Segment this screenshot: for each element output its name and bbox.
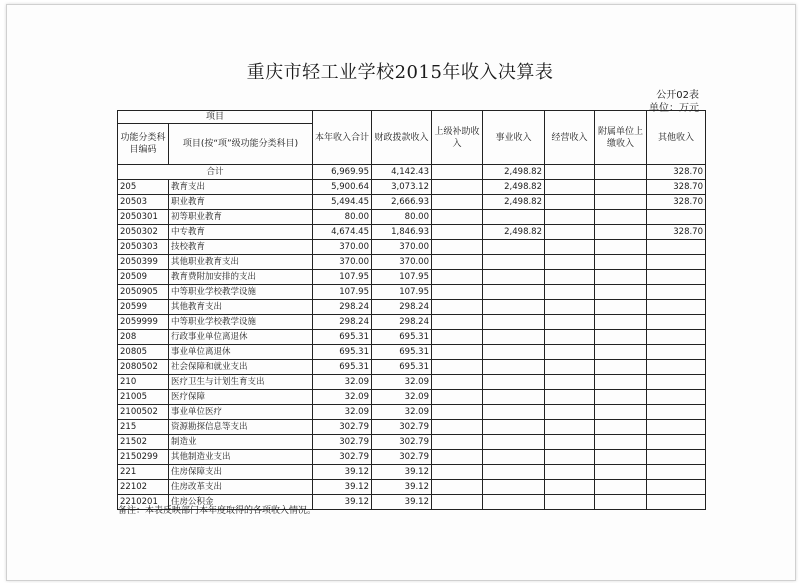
row-fiscal: 302.79 [372, 435, 432, 450]
row-item-name: 中等职业学校教学设施 [169, 315, 313, 330]
row-fiscal: 39.12 [372, 495, 432, 510]
row-other: 328.70 [647, 195, 706, 210]
row-code: 20509 [118, 270, 169, 285]
row-business [483, 375, 545, 390]
row-fiscal: 695.31 [372, 360, 432, 375]
row-operation [545, 405, 595, 420]
row-code: 22102 [118, 480, 169, 495]
row-superior [432, 285, 483, 300]
row-other [647, 300, 706, 315]
row-total: 370.00 [313, 255, 372, 270]
row-other [647, 495, 706, 510]
row-total: 32.09 [313, 375, 372, 390]
table-row [118, 240, 706, 255]
row-business: 2,498.82 [483, 225, 545, 240]
header-item-name: 项目(按“项”级功能分类科目) [169, 124, 313, 165]
row-code: 2100502 [118, 405, 169, 420]
table-row [118, 420, 706, 435]
row-item-name: 中等职业学校教学设施 [169, 285, 313, 300]
table-row [118, 480, 706, 495]
row-affiliated [595, 270, 647, 285]
row-total: 298.24 [313, 300, 372, 315]
row-code: 208 [118, 330, 169, 345]
row-affiliated [595, 360, 647, 375]
total-superior [432, 165, 483, 180]
row-total: 107.95 [313, 270, 372, 285]
row-business [483, 435, 545, 450]
total-total-income: 6,969.95 [313, 165, 372, 180]
row-business [483, 405, 545, 420]
row-code: 215 [118, 420, 169, 435]
row-other [647, 405, 706, 420]
row-affiliated [595, 315, 647, 330]
row-other [647, 465, 706, 480]
row-operation [545, 375, 595, 390]
row-fiscal: 1,846.93 [372, 225, 432, 240]
row-total: 302.79 [313, 420, 372, 435]
row-item-name: 住房改革支出 [169, 480, 313, 495]
table-row [118, 435, 706, 450]
header-total-income: 本年收入合计 [313, 111, 372, 165]
row-item-name: 事业单位离退休 [169, 345, 313, 360]
row-affiliated [595, 330, 647, 345]
total-operation [545, 165, 595, 180]
row-operation [545, 495, 595, 510]
row-total: 32.09 [313, 390, 372, 405]
row-item-name: 教育支出 [169, 180, 313, 195]
row-code: 2210201 [118, 495, 169, 510]
row-total: 5,494.45 [313, 195, 372, 210]
row-fiscal: 298.24 [372, 315, 432, 330]
row-superior [432, 360, 483, 375]
header-row-1 [118, 111, 706, 124]
row-total: 80.00 [313, 210, 372, 225]
row-operation [545, 315, 595, 330]
row-operation [545, 435, 595, 450]
total-label: 合计 [118, 165, 313, 180]
row-code: 2050905 [118, 285, 169, 300]
row-business [483, 480, 545, 495]
row-item-name: 医疗卫生与计划生育支出 [169, 375, 313, 390]
table-row [118, 270, 706, 285]
row-fiscal: 302.79 [372, 420, 432, 435]
row-fiscal: 695.31 [372, 345, 432, 360]
row-affiliated [595, 285, 647, 300]
row-superior [432, 255, 483, 270]
table-row [118, 180, 706, 195]
row-superior [432, 300, 483, 315]
table-row [118, 465, 706, 480]
row-item-name: 其他制造业支出 [169, 450, 313, 465]
row-total: 302.79 [313, 450, 372, 465]
row-total: 39.12 [313, 465, 372, 480]
total-fiscal: 4,142.43 [372, 165, 432, 180]
row-affiliated [595, 255, 647, 270]
row-superior [432, 405, 483, 420]
row-business [483, 345, 545, 360]
row-item-name: 其他教育支出 [169, 300, 313, 315]
row-other [647, 345, 706, 360]
row-code: 205 [118, 180, 169, 195]
table-row [118, 375, 706, 390]
row-total: 32.09 [313, 405, 372, 420]
row-total: 39.12 [313, 480, 372, 495]
row-code: 2059999 [118, 315, 169, 330]
total-other: 328.70 [647, 165, 706, 180]
table-row [118, 405, 706, 420]
row-total: 370.00 [313, 240, 372, 255]
row-fiscal: 302.79 [372, 450, 432, 465]
row-item-name: 住房公积金 [169, 495, 313, 510]
row-superior [432, 435, 483, 450]
row-other [647, 285, 706, 300]
row-business [483, 390, 545, 405]
row-operation [545, 285, 595, 300]
row-total: 39.12 [313, 495, 372, 510]
row-superior [432, 315, 483, 330]
row-business [483, 450, 545, 465]
row-business [483, 210, 545, 225]
row-operation [545, 255, 595, 270]
row-code: 2150299 [118, 450, 169, 465]
row-other [647, 330, 706, 345]
row-code: 2050302 [118, 225, 169, 240]
row-operation [545, 270, 595, 285]
row-code: 21502 [118, 435, 169, 450]
row-other [647, 420, 706, 435]
header-other: 其他收入 [647, 111, 706, 165]
row-code: 20805 [118, 345, 169, 360]
row-affiliated [595, 375, 647, 390]
row-affiliated [595, 420, 647, 435]
row-fiscal: 32.09 [372, 405, 432, 420]
row-other [647, 450, 706, 465]
row-code: 2050399 [118, 255, 169, 270]
row-code: 2080502 [118, 360, 169, 375]
row-item-name: 医疗保障 [169, 390, 313, 405]
income-table [117, 110, 706, 510]
total-business: 2,498.82 [483, 165, 545, 180]
header-operation: 经营收入 [545, 111, 595, 165]
row-business [483, 255, 545, 270]
row-business: 2,498.82 [483, 180, 545, 195]
row-item-name: 住房保障支出 [169, 465, 313, 480]
row-operation [545, 450, 595, 465]
row-code: 2050301 [118, 210, 169, 225]
row-other [647, 255, 706, 270]
row-affiliated [595, 195, 647, 210]
row-business [483, 285, 545, 300]
row-superior [432, 210, 483, 225]
row-superior [432, 225, 483, 240]
row-business [483, 315, 545, 330]
row-fiscal: 39.12 [372, 480, 432, 495]
row-superior [432, 330, 483, 345]
row-affiliated [595, 345, 647, 360]
row-operation [545, 390, 595, 405]
row-other [647, 390, 706, 405]
row-total: 302.79 [313, 435, 372, 450]
row-superior [432, 450, 483, 465]
row-operation [545, 480, 595, 495]
row-superior [432, 345, 483, 360]
row-superior [432, 240, 483, 255]
row-affiliated [595, 240, 647, 255]
row-other [647, 315, 706, 330]
row-other [647, 375, 706, 390]
table-row [118, 210, 706, 225]
row-business [483, 420, 545, 435]
table-row [118, 450, 706, 465]
row-item-name: 社会保障和就业支出 [169, 360, 313, 375]
table-row [118, 255, 706, 270]
row-item-name: 技校教育 [169, 240, 313, 255]
total-row [118, 165, 706, 180]
row-business: 2,498.82 [483, 195, 545, 210]
header-func-code: 功能分类科目编码 [118, 124, 169, 165]
total-affiliated [595, 165, 647, 180]
row-operation [545, 300, 595, 315]
header-business: 事业收入 [483, 111, 545, 165]
row-other [647, 360, 706, 375]
row-affiliated [595, 465, 647, 480]
header-superior: 上级补助收入 [432, 111, 483, 165]
row-code: 20599 [118, 300, 169, 315]
row-other [647, 480, 706, 495]
row-affiliated [595, 405, 647, 420]
row-total: 695.31 [313, 360, 372, 375]
row-business [483, 360, 545, 375]
row-other: 328.70 [647, 180, 706, 195]
table-row [118, 225, 706, 240]
table-row [118, 300, 706, 315]
row-total: 107.95 [313, 285, 372, 300]
row-fiscal: 2,666.93 [372, 195, 432, 210]
row-affiliated [595, 180, 647, 195]
row-affiliated [595, 495, 647, 510]
row-total: 5,900.64 [313, 180, 372, 195]
row-item-name: 职业教育 [169, 195, 313, 210]
row-superior [432, 420, 483, 435]
row-operation [545, 345, 595, 360]
table-row [118, 345, 706, 360]
row-affiliated [595, 480, 647, 495]
row-code: 221 [118, 465, 169, 480]
row-affiliated [595, 390, 647, 405]
row-fiscal: 80.00 [372, 210, 432, 225]
row-fiscal: 32.09 [372, 390, 432, 405]
row-affiliated [595, 435, 647, 450]
row-operation [545, 210, 595, 225]
row-total: 695.31 [313, 330, 372, 345]
row-superior [432, 270, 483, 285]
unit-label: 单位：万元 [649, 103, 699, 114]
form-code: 公开02表 [656, 90, 699, 101]
row-business [483, 270, 545, 285]
row-other [647, 210, 706, 225]
row-total: 695.31 [313, 345, 372, 360]
row-operation [545, 465, 595, 480]
row-operation [545, 195, 595, 210]
row-item-name: 初等职业教育 [169, 210, 313, 225]
row-business [483, 240, 545, 255]
row-fiscal: 3,073.12 [372, 180, 432, 195]
row-item-name: 行政事业单位离退休 [169, 330, 313, 345]
row-superior [432, 180, 483, 195]
row-operation [545, 330, 595, 345]
row-other [647, 240, 706, 255]
page-title: 重庆市轻工业学校2015年收入决算表 [246, 62, 554, 83]
footnote: 备注：本表反映部门本年度取得的各项收入情况。 [118, 506, 317, 516]
row-operation [545, 240, 595, 255]
row-item-name: 其他职业教育支出 [169, 255, 313, 270]
row-code: 210 [118, 375, 169, 390]
row-item-name: 事业单位医疗 [169, 405, 313, 420]
row-fiscal: 298.24 [372, 300, 432, 315]
row-code: 20503 [118, 195, 169, 210]
row-item-name: 教育费附加安排的支出 [169, 270, 313, 285]
row-superior [432, 495, 483, 510]
row-other [647, 270, 706, 285]
table-row [118, 195, 706, 210]
row-affiliated [595, 450, 647, 465]
row-affiliated [595, 300, 647, 315]
row-operation [545, 420, 595, 435]
table-row [118, 330, 706, 345]
row-fiscal: 39.12 [372, 465, 432, 480]
row-code: 2050303 [118, 240, 169, 255]
row-total: 4,674.45 [313, 225, 372, 240]
table-row [118, 360, 706, 375]
row-item-name: 制造业 [169, 435, 313, 450]
table-row [118, 285, 706, 300]
row-affiliated [595, 210, 647, 225]
row-operation [545, 225, 595, 240]
row-fiscal: 32.09 [372, 375, 432, 390]
row-business [483, 330, 545, 345]
row-business [483, 300, 545, 315]
table-row [118, 315, 706, 330]
header-item: 项目 [118, 111, 313, 124]
row-total: 298.24 [313, 315, 372, 330]
row-operation [545, 360, 595, 375]
row-code: 21005 [118, 390, 169, 405]
row-superior [432, 375, 483, 390]
row-fiscal: 695.31 [372, 330, 432, 345]
row-superior [432, 390, 483, 405]
row-item-name: 资源勘探信息等支出 [169, 420, 313, 435]
row-business [483, 465, 545, 480]
row-fiscal: 107.95 [372, 270, 432, 285]
row-other [647, 435, 706, 450]
row-business [483, 495, 545, 510]
row-fiscal: 370.00 [372, 255, 432, 270]
row-fiscal: 370.00 [372, 240, 432, 255]
row-affiliated [595, 225, 647, 240]
row-item-name: 中专教育 [169, 225, 313, 240]
row-superior [432, 195, 483, 210]
header-affiliated: 附属单位上缴收入 [595, 111, 647, 165]
row-other: 328.70 [647, 225, 706, 240]
row-operation [545, 180, 595, 195]
row-superior [432, 480, 483, 495]
row-fiscal: 107.95 [372, 285, 432, 300]
header-fiscal: 财政拨款收入 [372, 111, 432, 165]
row-superior [432, 465, 483, 480]
table-row [118, 390, 706, 405]
